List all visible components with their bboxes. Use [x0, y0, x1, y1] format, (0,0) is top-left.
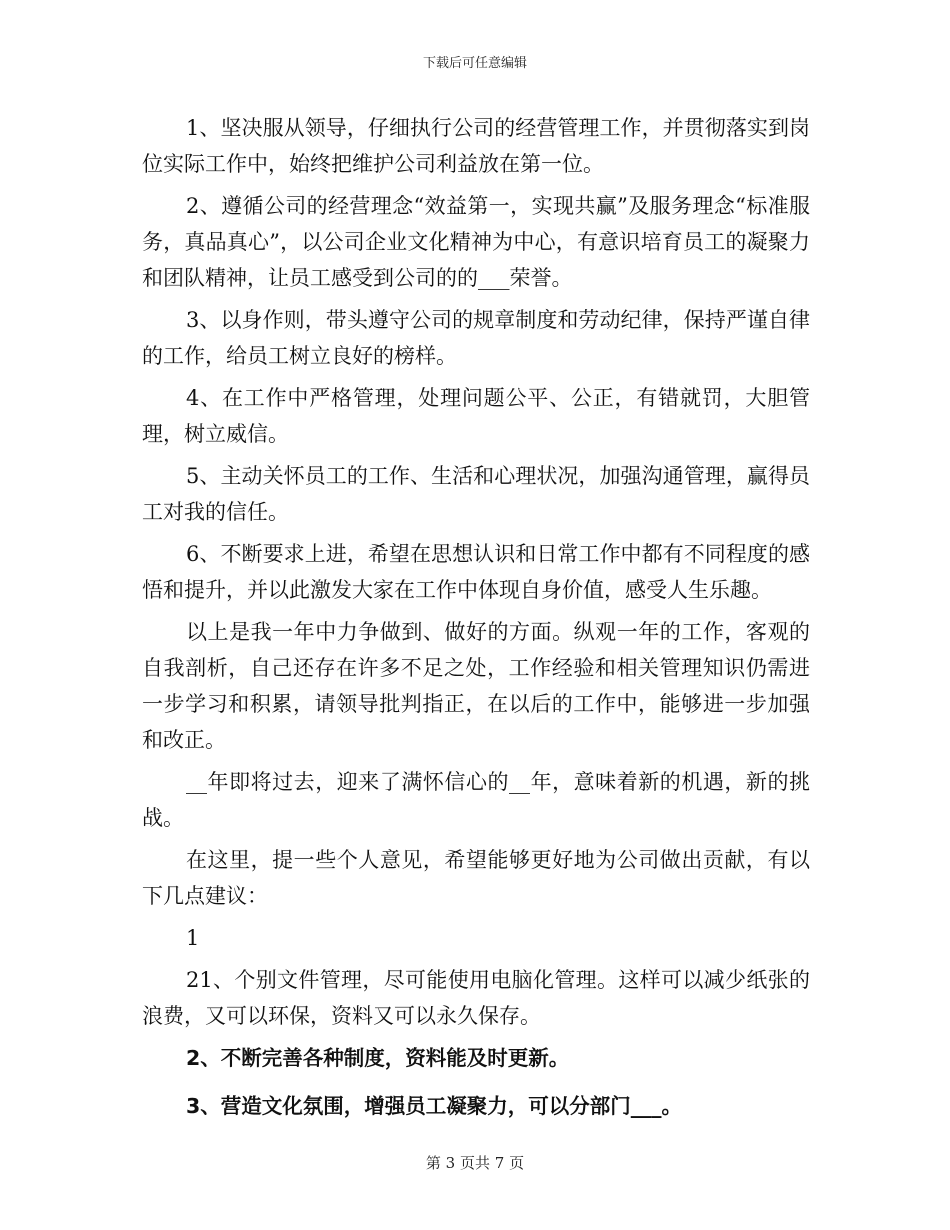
- paragraph-summary: 以上是我一年中力争做到、做好的方面。纵观一年的工作，客观的自我剖析，自己还存在许多不足之处，工作经验和相关管理知识仍需进一步学习和积累，请领导批判指正，在以后的工作中，能够进一步加强和改正。: [142, 620, 810, 752]
- suggestion-1: 21、个别文件管理，尽可能使用电脑化管理。这样可以减少纸张的浪费，又可以环保，资料又可以永久保存。: [142, 968, 810, 1028]
- paragraph-2: 2、遵循公司的经营理念“效益第一，实现共赢”及服务理念“标准服务，真品真心”，以公司企业文化精神为中心，有意识培育员工的凝聚力和团队精神，让员工感受到公司的的___荣誉。: [142, 194, 810, 290]
- page-header: 下载后可任意编辑: [422, 56, 527, 71]
- paragraph-new-year: __年即将过去，迎来了满怀信心的__年，意味着新的机遇，新的挑战。: [142, 770, 810, 830]
- paragraph-suggestions-intro: 在这里，提一些个人意见，希望能够更好地为公司做出贡献，有以下几点建议：: [142, 848, 810, 908]
- paragraph-1: 1、坚决服从领导，仔细执行公司的经营管理工作，并贯彻落实到岗位实际工作中，始终把维护公司利益放在第一位。: [142, 116, 810, 176]
- suggestion-3: 3、营造文化氛围，增强员工凝聚力，可以分部门___。: [186, 1094, 683, 1118]
- paragraph-6: 6、不断要求上进，希望在思想认识和日常工作中都有不同程度的感悟和提升，并以此激发大家在工作中体现自身价值，感受人生乐趣。: [142, 542, 810, 602]
- paragraph-number: 1: [186, 926, 200, 950]
- page-footer: 第 3 页共 7 页: [425, 1154, 525, 1172]
- paragraph-3: 3、以身作则，带头遵守公司的规章制度和劳动纪律，保持严谨自律的工作，给员工树立良好的榜样。: [142, 308, 810, 368]
- suggestion-2: 2、不断完善各种制度，资料能及时更新。: [186, 1046, 570, 1070]
- paragraph-5: 5、主动关怀员工的工作、生活和心理状况，加强沟通管理，赢得员工对我的信任。: [142, 464, 810, 524]
- paragraph-4: 4、在工作中严格管理，处理问题公平、公正，有错就罚，大胆管理，树立威信。: [142, 386, 810, 446]
- document-body: [142, 110, 810, 1136]
